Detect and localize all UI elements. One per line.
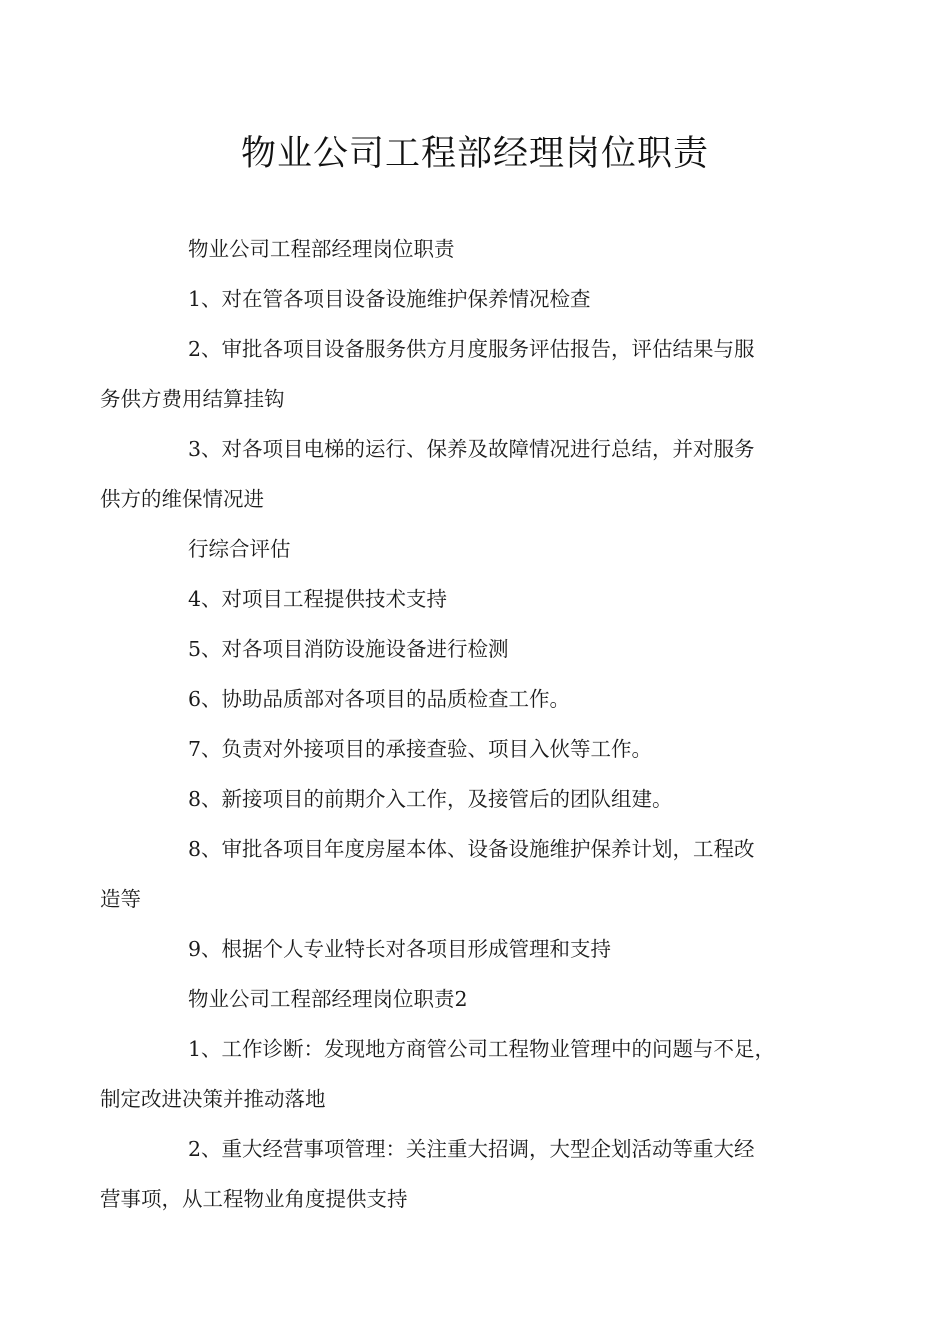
paragraph bbox=[144, 224, 812, 274]
paragraph-line: 行综合评估 bbox=[188, 537, 291, 561]
paragraph-line: 1、工作诊断：发现地方商管公司工程物业管理中的问题与不足， bbox=[188, 1037, 776, 1061]
document-title: 物业公司工程部经理岗位职责 bbox=[240, 134, 709, 174]
paragraph-line: 1、对在管各项目设备设施维护保养情况检查 bbox=[188, 287, 591, 311]
paragraph-line: 4、对项目工程提供技术支持 bbox=[188, 587, 448, 611]
paragraph-line: 供方的维保情况进 bbox=[100, 487, 264, 511]
paragraph bbox=[144, 924, 812, 974]
paragraph-line: 务供方费用结算挂钩 bbox=[100, 387, 285, 411]
paragraph bbox=[144, 524, 812, 574]
paragraph-line: 6、协助品质部对各项目的品质检查工作。 bbox=[188, 687, 571, 711]
paragraph bbox=[144, 574, 812, 624]
paragraph-line: 8、新接项目的前期介入工作，及接管后的团队组建。 bbox=[188, 787, 673, 811]
paragraph bbox=[100, 1024, 812, 1124]
paragraph-line: 制定改进决策并推动落地 bbox=[100, 1087, 326, 1111]
document-body bbox=[100, 224, 812, 1224]
paragraph bbox=[100, 424, 812, 524]
paragraph-line: 8、审批各项目年度房屋本体、设备设施维护保养计划，工程改 bbox=[188, 837, 755, 861]
paragraph bbox=[144, 724, 812, 774]
paragraph bbox=[100, 324, 812, 424]
paragraph-line: 造等 bbox=[100, 887, 141, 911]
paragraph bbox=[144, 674, 812, 724]
paragraph bbox=[144, 774, 812, 824]
paragraph bbox=[144, 274, 812, 324]
paragraph-line: 7、负责对外接项目的承接查验、项目入伙等工作。 bbox=[188, 737, 653, 761]
paragraph bbox=[144, 974, 812, 1024]
paragraph-line: 5、对各项目消防设施设备进行检测 bbox=[188, 637, 509, 661]
paragraph bbox=[144, 624, 812, 674]
paragraph-line: 3、对各项目电梯的运行、保养及故障情况进行总结，并对服务 bbox=[188, 437, 755, 461]
paragraph-line: 物业公司工程部经理岗位职责 bbox=[188, 237, 455, 261]
paragraph-line: 物业公司工程部经理岗位职责2 bbox=[188, 987, 468, 1011]
paragraph-line: 9、根据个人专业特长对各项目形成管理和支持 bbox=[188, 937, 612, 961]
paragraph-line: 2、审批各项目设备服务供方月度服务评估报告，评估结果与服 bbox=[188, 337, 755, 361]
paragraph-line: 2、重大经营事项管理：关注重大招调，大型企划活动等重大经 bbox=[188, 1137, 755, 1161]
paragraph bbox=[100, 824, 812, 924]
paragraph-line: 营事项，从工程物业角度提供支持 bbox=[100, 1187, 408, 1211]
paragraph bbox=[100, 1124, 812, 1224]
